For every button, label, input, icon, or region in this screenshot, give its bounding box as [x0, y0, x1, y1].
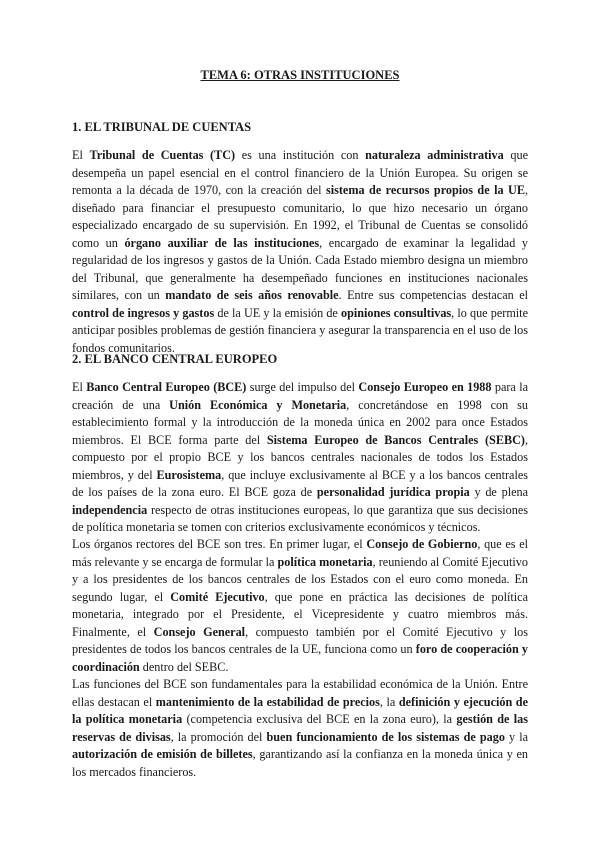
bold-term: política monetaria: [277, 554, 373, 569]
bold-term: Consejo Europeo en 1988: [358, 380, 492, 394]
section-heading-tribunal: 1. EL TRIBUNAL DE CUENTAS: [72, 120, 252, 134]
paragraph-tribunal: El Tribunal de Cuentas (TC) es una institución con naturaleza administrativa que desempeña un papel esencial en el control financiero de la Unión Europea. Su origen se remonta a la década de 1970, con la creación del sistema de recursos propios de la UE, diseñado para financiar el presupuesto comunitario, lo que hizo necesario un órgano especializado encargado de su supervisión. En 1992, el Tribunal de Cuentas se consolidó como un órgano auxiliar de las instituciones, encargado de examinar la legalidad y regularidad de los ingresos y gastos de la Unión. Cada Estado miembro designa un miembro del Tribunal, que generalmente ha desempeñado funciones en instituciones nacionales similares, con un mandato de seis años renovable. Entre sus competencias destacan el control de ingresos y gastos de la UE y la emisión de opiniones consultivas, lo que permite anticipar posibles problemas de gestión financiera y asegurar la transparencia en el uso de los fondos comunitarios.: [72, 148, 528, 355]
paragraph-bce-funciones: Las funciones del BCE son fundamentales para la estabilidad económica de la Unión. Entre ellas destacan el mantenimiento de la estabilidad de precios, la definición y ejecución de la política monetaria (competencia exclusiva del BCE en la zona euro), la gestión de las reservas de divisas, la promoción del buen funcionamiento de los sistemas de pago y la autorización de emisión de billetes, garantizando así la confianza en la moneda única y en los mercados financieros.: [72, 677, 528, 779]
bold-term: Comité Ejecutivo: [170, 589, 265, 604]
bold-term: Banco Central Europeo (BCE): [86, 380, 247, 394]
page-title: TEMA 6: OTRAS INSTITUCIONES: [200, 68, 400, 82]
bold-term: independencia: [72, 502, 148, 517]
section-heading-bce: 2. EL BANCO CENTRAL EUROPEO: [72, 352, 278, 366]
bold-term: Consejo General: [153, 624, 246, 639]
bold-term: sistema de recursos propios de la UE: [326, 183, 525, 197]
bold-term: Consejo de Gobierno: [366, 537, 478, 551]
bold-term: Tribunal de Cuentas (TC): [89, 148, 236, 162]
bold-term: Eurosistema: [156, 467, 222, 482]
bold-term: Unión Económica y Monetaria: [169, 397, 347, 412]
bold-term: foro de cooperación y coordinación: [72, 642, 528, 674]
paragraph-bce-organos: Los órganos rectores del BCE son tres. En primer lugar, el Consejo de Gobierno, que es el más relevante y se encarga de formular la política monetaria, reuniendo al Comité Ejecutivo y a los presidentes de los bancos centrales de los Estados con el euro como moneda. En segundo lugar, el Comité Ejecutivo, que pone en práctica las decisiones de política monetaria, integrado por el Presidente, el Vicepresidente y cuatro miembros más. Finalmente, el Consejo General, compuesto también por el Comité Ejecutivo y los presidentes de todos los bancos centrales de la UE, funciona como un foro de cooperación y coordinación dentro del SEBC.: [72, 537, 528, 674]
bold-term: personalidad jurídica propia: [316, 485, 470, 499]
bold-term: gestión de las reservas de divisas: [72, 712, 528, 744]
bold-term: mantenimiento de la estabilidad de precios: [155, 694, 380, 709]
bold-term: control de ingresos y gastos: [72, 305, 215, 320]
bold-term: buen funcionamiento de los sistemas de pago: [266, 729, 505, 744]
bold-term: mandato de seis años renovable: [165, 288, 339, 302]
bold-term: Sistema Europeo de Bancos Centrales (SEBC): [266, 432, 525, 447]
bold-term: órgano auxiliar de las instituciones: [124, 235, 320, 250]
bold-term: definición y ejecución de la política monetaria: [72, 694, 528, 726]
paragraph-bce-origen: El Banco Central Europeo (BCE) surge del impulso del Consejo Europeo en 1988 para la creación de una Unión Económica y Monetaria, concretándose en 1998 con su establecimiento formal y la introducción de la moneda única en 2002 para once Estados miembros. El BCE forma parte del Sistema Europeo de Bancos Centrales (SEBC), compuesto por el propio BCE y los bancos centrales nacionales de todos los Estados miembros, y del Eurosistema, que incluye exclusivamente al BCE y a los bancos centrales de los países de la zona euro. El BCE goza de personalidad jurídica propia y de plena independencia respecto de otras instituciones europeas, lo que garantiza que sus decisiones de política monetaria se tomen con criterios exclusivamente económicos y técnicos.: [72, 380, 529, 534]
bold-term: autorización de emisión de billetes: [72, 747, 253, 761]
bold-term: naturaleza administrativa: [365, 148, 504, 162]
bold-term: opiniones consultivas: [340, 305, 452, 320]
